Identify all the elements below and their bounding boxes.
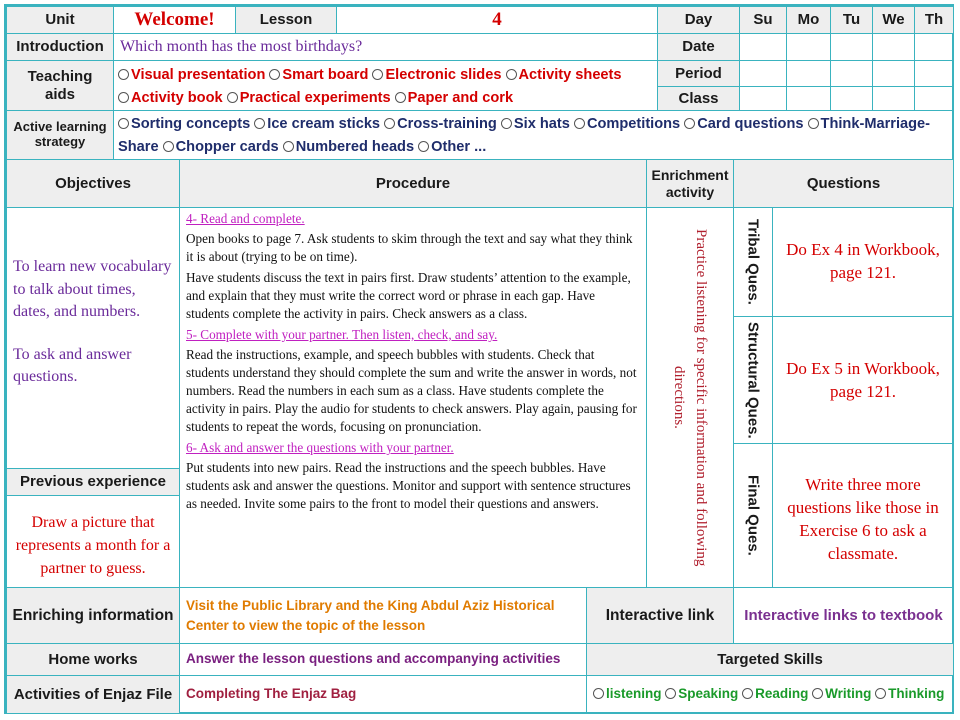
period-label: Period [657, 60, 740, 87]
aid-option[interactable]: Activity sheets [506, 67, 622, 83]
strategy-label-line1: Active learning [13, 119, 107, 135]
radio-circle-icon [384, 118, 395, 129]
date-cell-th[interactable] [914, 33, 954, 61]
skill-option[interactable]: Reading [742, 686, 808, 701]
aid-option[interactable]: Smart board [269, 67, 368, 83]
radio-circle-icon [742, 688, 753, 699]
objectives-header: Objectives [6, 159, 180, 208]
enjaz-file-label: Activities of Enjaz File [6, 675, 180, 714]
period-cell-tu[interactable] [830, 60, 873, 87]
radio-circle-icon [808, 118, 819, 129]
radio-circle-icon [118, 92, 129, 103]
strategy-option[interactable]: Sorting concepts [118, 116, 250, 132]
strategy-option[interactable]: Ice cream sticks [254, 116, 380, 132]
teaching-aids-label-line1: Teaching [27, 68, 93, 86]
targeted-skills-options [586, 675, 954, 714]
strategy-row1 [118, 113, 949, 136]
final-questions-label: Final Ques. [733, 443, 773, 588]
enriching-information-label: Enriching information [6, 587, 180, 644]
date-cell-su[interactable] [739, 33, 787, 61]
radio-circle-icon [574, 118, 585, 129]
radio-circle-icon [665, 688, 676, 699]
objective-2: To ask and answer questions. [13, 345, 132, 385]
unit-label: Unit [6, 6, 114, 34]
procedure-step-4-paragraph-2: Have students discuss the text in pairs first. Draw students’ attention to the example, and explain that they must write the correct word or phrase in each gap. Have students complete the activity in pairs. Check answers as a class. [186, 270, 631, 321]
class-label: Class [657, 86, 740, 111]
strategy-option-continued: Share [118, 139, 159, 155]
enjaz-file-text: Completing The Enjaz Bag [179, 675, 587, 714]
radio-circle-icon [254, 118, 265, 129]
class-cell-we[interactable] [872, 86, 915, 111]
radio-circle-icon [684, 118, 695, 129]
procedure-cell [179, 207, 647, 588]
teaching-aids-label [6, 60, 114, 111]
enrichment-header-line1: Enrichment [651, 167, 729, 184]
strategy-label-line2: strategy [34, 134, 86, 149]
date-label: Date [657, 33, 740, 61]
class-cell-su[interactable] [739, 86, 787, 111]
interactive-link-label: Interactive link [586, 587, 734, 644]
date-cell-we[interactable] [872, 33, 915, 61]
radio-circle-icon [593, 688, 604, 699]
unit-value: Welcome! [113, 6, 236, 34]
strategy-option[interactable]: Competitions [574, 116, 680, 132]
teaching-aids-row2 [118, 87, 653, 110]
class-cell-mo[interactable] [786, 86, 831, 111]
aid-option[interactable]: Activity book [118, 90, 223, 106]
aid-option[interactable]: Paper and cork [395, 90, 513, 106]
teaching-aids-row1 [118, 64, 653, 87]
strategy-option[interactable]: Card questions [684, 116, 803, 132]
procedure-step-4-heading: 4- Read and complete. [186, 211, 305, 226]
previous-experience-text: Draw a picture that represents a month for a partner to guess. [6, 495, 180, 588]
previous-experience-label: Previous experience [6, 468, 180, 496]
lesson-label: Lesson [235, 6, 337, 34]
skill-option[interactable]: Thinking [875, 686, 944, 701]
objectives-cell [6, 207, 180, 469]
radio-circle-icon [283, 141, 294, 152]
procedure-step-5-paragraph: Read the instructions, example, and speech bubbles with students. Check that students understand they should complete the sum and write the answer in words, not numbers. Read the numbers in each sum as a class. Have students complete the activity in pairs. Play the audio for students to check answers. Play again, pausing for students to repeat the words, focusing on pronunciation. [186, 347, 637, 434]
period-cell-we[interactable] [872, 60, 915, 87]
strategy-label [6, 110, 114, 160]
day-we: We [872, 6, 915, 34]
teaching-aids-label-line2: aids [44, 85, 75, 103]
strategy-option[interactable]: Chopper cards [163, 139, 279, 155]
radio-circle-icon [227, 92, 238, 103]
aid-option[interactable]: Visual presentation [118, 67, 265, 83]
period-cell-th[interactable] [914, 60, 954, 87]
strategy-option[interactable]: Think-Marriage- [808, 116, 930, 132]
procedure-header: Procedure [179, 159, 647, 208]
strategy-option[interactable]: Other ... [418, 139, 486, 155]
tribal-questions-text: Do Ex 4 in Workbook, page 121. [772, 207, 954, 317]
radio-circle-icon [506, 69, 517, 80]
enrichment-header-line2: activity [665, 183, 715, 200]
strategy-option[interactable]: Six hats [501, 116, 570, 132]
tribal-questions-label: Tribal Ques. [733, 207, 773, 317]
introduction-label: Introduction [6, 33, 114, 61]
radio-circle-icon [372, 69, 383, 80]
structural-questions-text: Do Ex 5 in Workbook, page 121. [772, 316, 954, 444]
date-cell-tu[interactable] [830, 33, 873, 61]
structural-questions-label: Structural Ques. [733, 316, 773, 444]
day-label: Day [657, 6, 740, 34]
interactive-link-text[interactable]: Interactive links to textbook [733, 587, 954, 644]
enrichment-cell: Practice listening for specific information and following directions. [646, 207, 734, 588]
strategy-option[interactable]: Cross-training [384, 116, 497, 132]
date-cell-mo[interactable] [786, 33, 831, 61]
skill-option[interactable]: Speaking [665, 686, 738, 701]
day-tu: Tu [830, 6, 873, 34]
radio-circle-icon [812, 688, 823, 699]
teaching-aids-options [113, 60, 658, 111]
aid-option[interactable]: Practical experiments [227, 90, 391, 106]
radio-circle-icon [501, 118, 512, 129]
strategy-options [113, 110, 954, 160]
strategy-option[interactable]: Numbered heads [283, 139, 414, 155]
class-cell-th[interactable] [914, 86, 954, 111]
aid-option[interactable]: Electronic slides [372, 67, 501, 83]
procedure-step-5-heading: 5- Complete with your partner. Then listen, check, and say. [186, 327, 498, 342]
radio-circle-icon [118, 69, 129, 80]
questions-header: Questions [733, 159, 954, 208]
home-works-label: Home works [6, 643, 180, 676]
targeted-skills-label: Targeted Skills [586, 643, 954, 676]
objective-1: To learn new vocabulary to talk about times, dates, and numbers. [13, 258, 172, 320]
radio-circle-icon [418, 141, 429, 152]
final-questions-text: Write three more questions like those in Exercise 6 to ask a classmate. [772, 443, 954, 588]
radio-circle-icon [875, 688, 886, 699]
radio-circle-icon [163, 141, 174, 152]
radio-circle-icon [395, 92, 406, 103]
period-cell-mo[interactable] [786, 60, 831, 87]
radio-circle-icon [118, 118, 129, 129]
skill-option[interactable]: Writing [812, 686, 871, 701]
procedure-step-6-paragraph: Put students into new pairs. Read the instructions and the speech bubbles. Have students ask and answer the questions. Monitor and support with sentence structures as needed. Invite some pairs to the front to model their questions and answers. [186, 460, 631, 511]
procedure-step-4-paragraph-1: Open books to page 7. Ask students to skim through the text and say what they think it is about (trying to be on time). [186, 231, 633, 264]
introduction-text: Which month has the most birthdays? [113, 33, 658, 61]
procedure-step-6-heading: 6- Ask and answer the questions with your partner. [186, 440, 454, 455]
radio-circle-icon [269, 69, 280, 80]
enrichment-header [646, 159, 734, 208]
strategy-row2 [118, 136, 949, 159]
day-su: Su [739, 6, 787, 34]
period-cell-su[interactable] [739, 60, 787, 87]
skill-option[interactable]: listening [593, 686, 662, 701]
class-cell-tu[interactable] [830, 86, 873, 111]
day-th: Th [914, 6, 954, 34]
day-mo: Mo [786, 6, 831, 34]
home-works-text: Answer the lesson questions and accompanying activities [179, 643, 587, 676]
lesson-value: 4 [336, 6, 658, 34]
enriching-information-text: Visit the Public Library and the King Abdul Aziz Historical Center to view the topic of the lesson [179, 587, 587, 644]
